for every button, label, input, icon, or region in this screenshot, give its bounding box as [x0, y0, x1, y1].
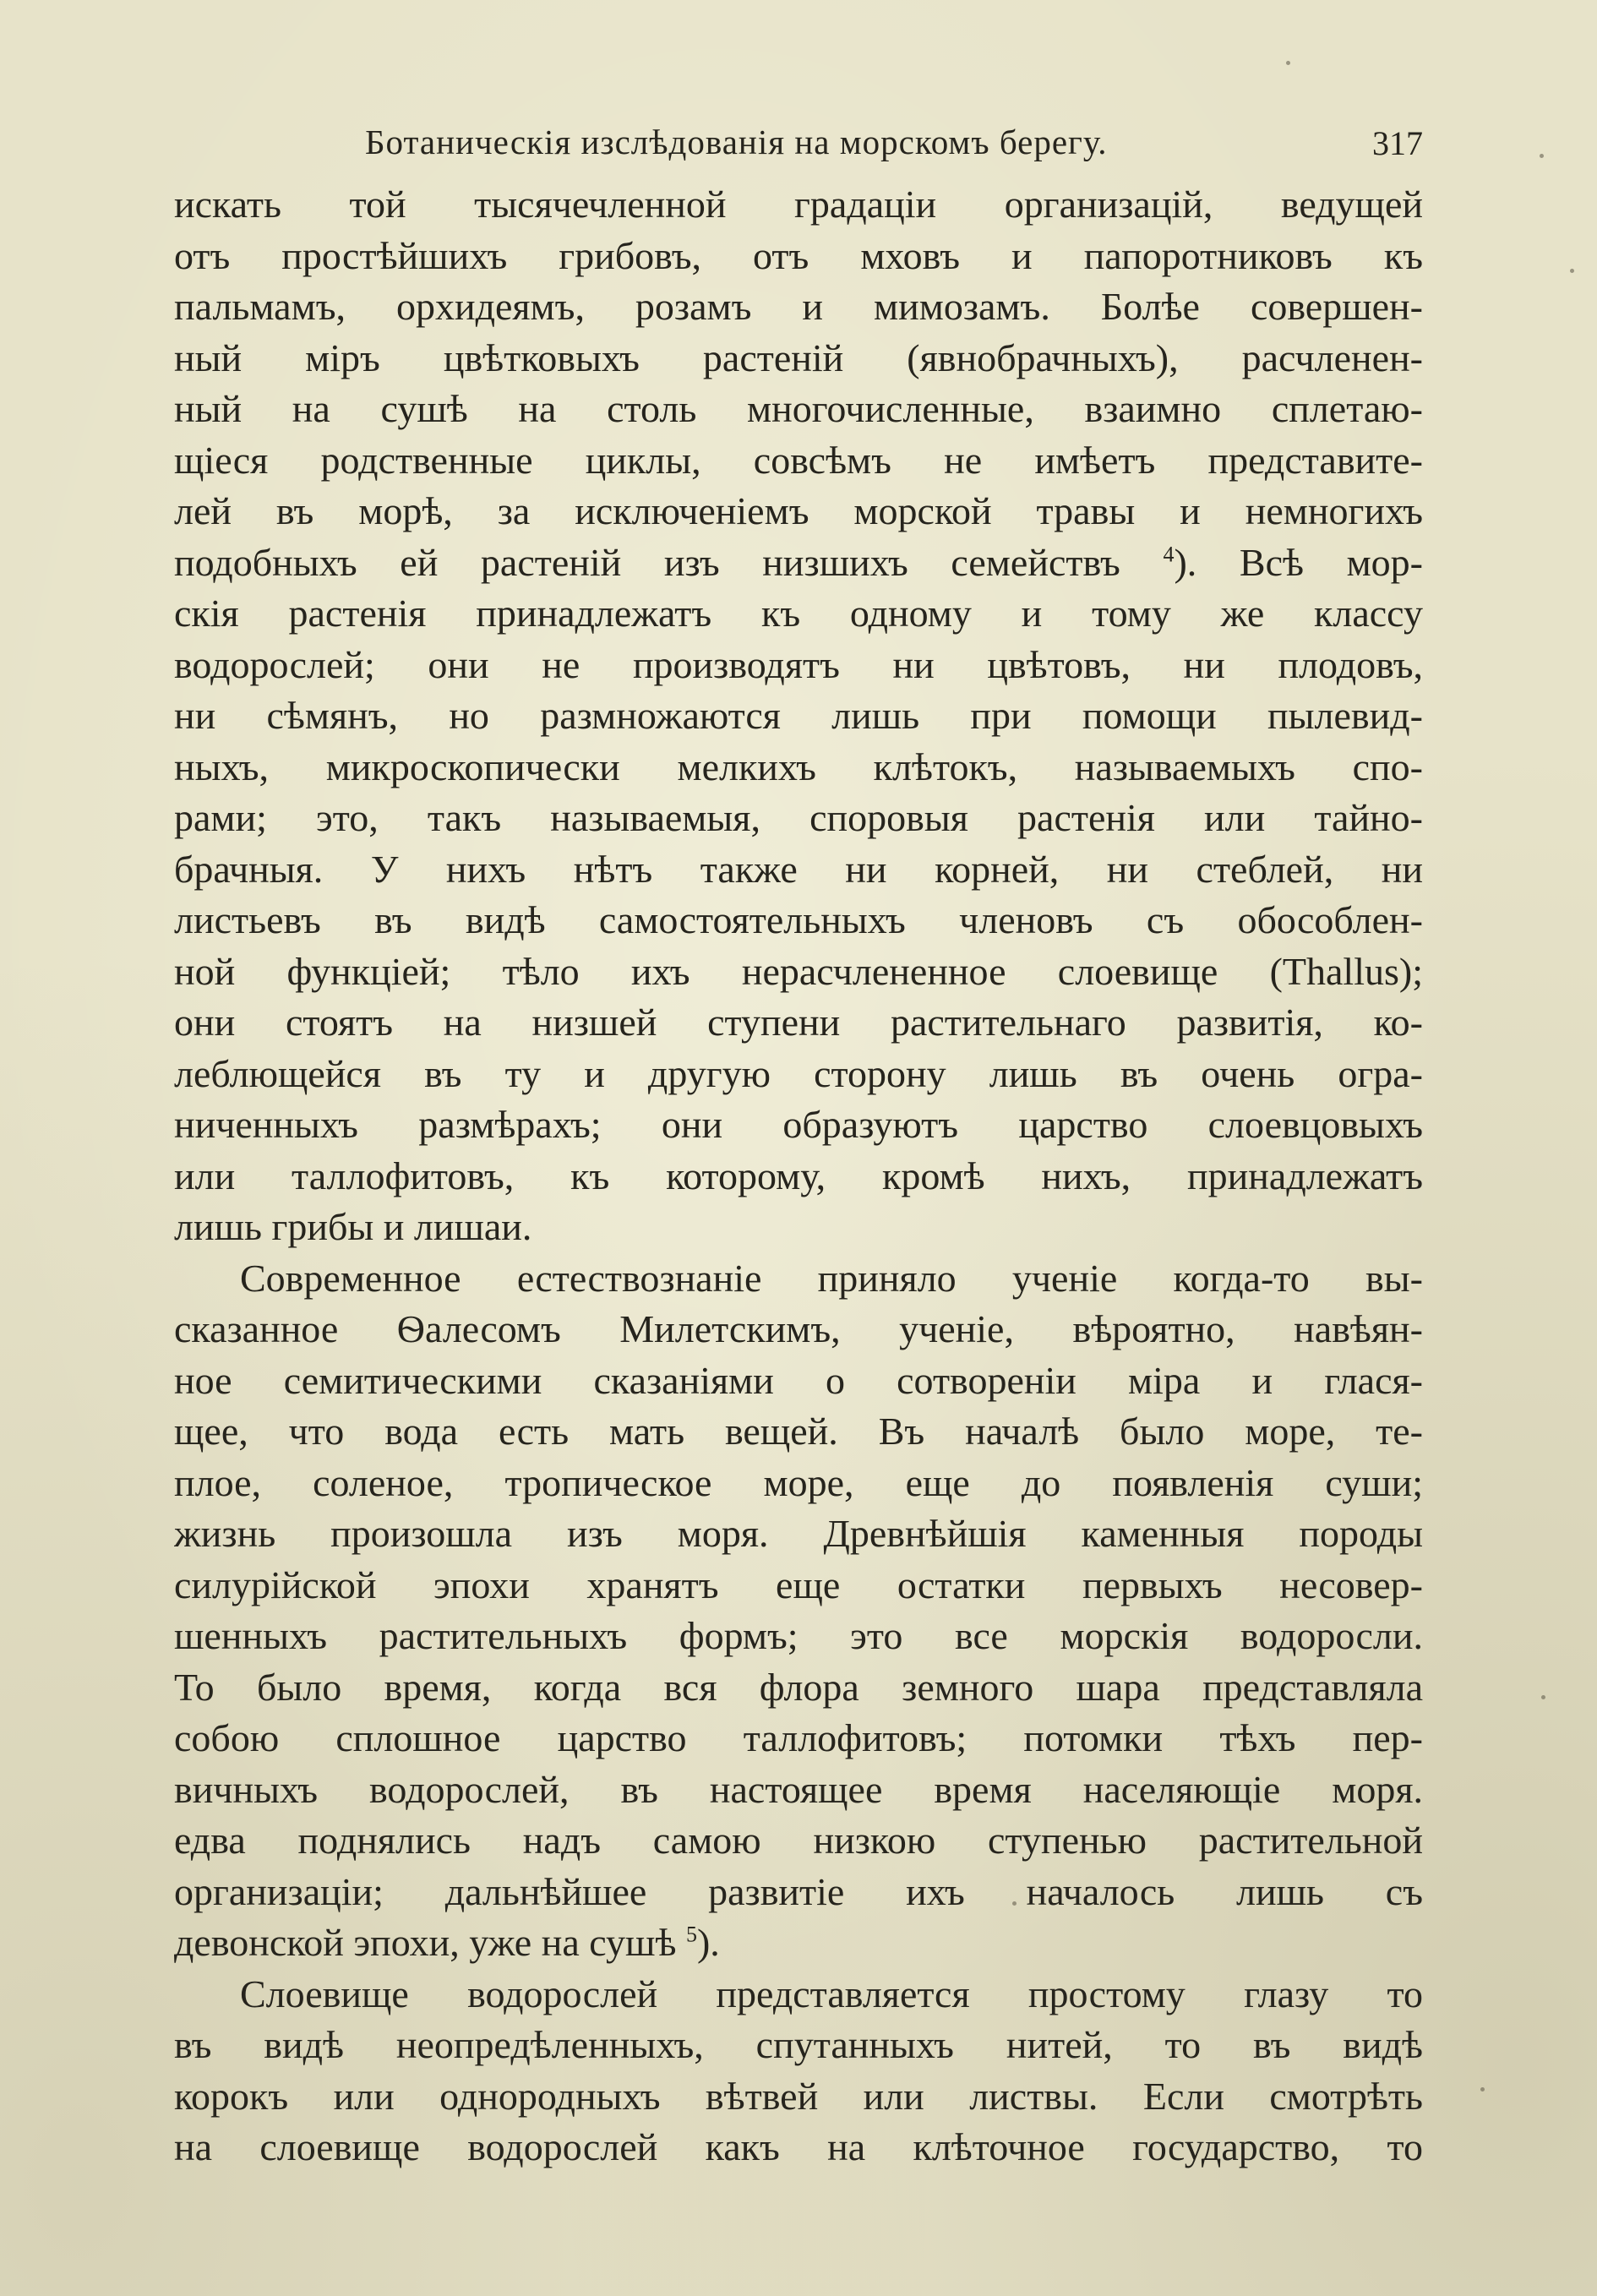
text-line: брачныя. У нихъ нѣтъ также ни корней, ни стеблей, ни [174, 847, 1423, 891]
text-line: отъ простѣйшихъ грибовъ, отъ мховъ и папоротниковъ къ [174, 233, 1423, 277]
text-line: лишь грибы и лишаи. [174, 1205, 532, 1248]
text-line: шенныхъ растительныхъ формъ; это все морскія водоросли. [174, 1614, 1423, 1657]
text-line: рами; это, такъ называемыя, споровыя растенія или тайно- [174, 796, 1423, 839]
text-line: Слоевище водорослей представляется простому глазу то [240, 1972, 1423, 2015]
text-line: водорослей; они не производятъ ни цвѣтовъ, ни плодовъ, [174, 642, 1423, 686]
text-line: лей въ морѣ, за исключеніемъ морской травы и немногихъ [174, 489, 1423, 532]
text-line: ниченныхъ размѣрахъ; они образуютъ царство слоевцовыхъ [174, 1103, 1423, 1146]
text-line: ныхъ, микроскопически мелкихъ клѣтокъ, называемыхъ спо- [174, 744, 1423, 788]
text-line: ное семитическими сказаніями о сотвореніи міра и глася- [174, 1358, 1423, 1402]
text-line: собою сплошное царство таллофитовъ; потомки тѣхъ пер- [174, 1716, 1423, 1759]
text-line: организаціи; дальнѣйшее развитіе ихъ началось лишь съ [174, 1869, 1423, 1913]
paragraph-2 [174, 1253, 1423, 1969]
text-line: плое, соленое, тропическое море, еще до появленія суши; [174, 1460, 1423, 1504]
text-line-with-footnote [174, 537, 1423, 589]
footnote-marker[interactable]: 5 [685, 1922, 697, 1947]
text-line: То было время, когда вся флора земного шара представляла [174, 1665, 1423, 1709]
text-line-with-footnote [174, 1917, 1423, 1969]
running-head [174, 110, 1423, 179]
text-line: щіеся родственные циклы, совсѣмъ не имѣетъ представите- [174, 438, 1423, 482]
text-line: жизнь произошла изъ моря. Древнѣйшія каменныя породы [174, 1512, 1423, 1555]
text-line: или таллофитовъ, къ которому, кромѣ нихъ, принадлежатъ [174, 1153, 1423, 1197]
page-number: 317 [1372, 124, 1423, 162]
text-line: сказанное Ѳалесомъ Милетскимъ, ученіе, вѣроятно, навѣян- [174, 1307, 1423, 1350]
text-line: ни сѣмянъ, но размножаются лишь при помощи пылевид- [174, 694, 1423, 737]
text-line: искать той тысячечленной градаціи организацій, ведущей [174, 183, 1423, 226]
text-line: щее, что вода есть мать вещей. Въ началѣ было море, те- [174, 1410, 1423, 1453]
text-line: ный міръ цвѣтковыхъ растеній (явнобрачныхъ), расчленен- [174, 335, 1423, 379]
text-line: вичныхъ водорослей, въ настоящее время населяющіе моря. [174, 1767, 1423, 1811]
text-line: на слоевище водорослей какъ на клѣточное государство, то [174, 2125, 1423, 2168]
text-line: силурійской эпохи хранятъ еще остатки первыхъ несовер- [174, 1562, 1423, 1606]
paper-speck [1541, 1695, 1545, 1699]
paragraph-1 [174, 179, 1423, 1253]
paper-speck [1480, 2087, 1485, 2091]
text-line: они стоятъ на низшей ступени растительнаго развитія, ко- [174, 1001, 1423, 1044]
text-line: скія растенія принадлежатъ къ одному и тому же классу [174, 592, 1423, 635]
footnote-marker[interactable]: 4 [1163, 542, 1175, 567]
text-line: въ видѣ неопредѣленныхъ, спутанныхъ нитей, то въ видѣ [174, 2023, 1423, 2066]
text-line: листьевъ въ видѣ самостоятельныхъ членовъ съ обособлен- [174, 898, 1423, 941]
text-line: едва поднялись надъ самою низкою ступенью растительной [174, 1819, 1423, 1862]
text-line: Современное естествознаніе приняло ученіе когда-то вы- [240, 1256, 1423, 1300]
text-segment: ). Всѣ мор- [1174, 540, 1423, 584]
paper-speck [1540, 154, 1544, 158]
text-line: ный на сушѣ на столь многочисленные, взаимно сплетаю- [174, 387, 1423, 430]
running-title: Ботаническія изслѣдованія на морскомъ берегу. [365, 123, 1108, 161]
body-text [174, 179, 1423, 2173]
text-segment: ). [696, 1921, 720, 1964]
text-segment: девонской эпохи, уже на сушѣ [174, 1921, 677, 1964]
text-line: ной функціей; тѣло ихъ нерасчлененное слоевище (Thallus); [174, 949, 1423, 993]
paper-speck [1286, 61, 1290, 65]
text-line: пальмамъ, орхидеямъ, розамъ и мимозамъ. Болѣе совершен- [174, 285, 1423, 328]
text-line: леблющейся въ ту и другую сторону лишь въ очень огра- [174, 1051, 1423, 1095]
text-line: корокъ или однородныхъ вѣтвей или листвы. Если смотрѣть [174, 2074, 1423, 2118]
text-segment: подобныхъ ей растеній изъ низшихъ семействъ [174, 540, 1120, 584]
book-page [174, 110, 1423, 2173]
paragraph-3 [174, 1969, 1423, 2173]
paper-speck [1570, 269, 1574, 273]
